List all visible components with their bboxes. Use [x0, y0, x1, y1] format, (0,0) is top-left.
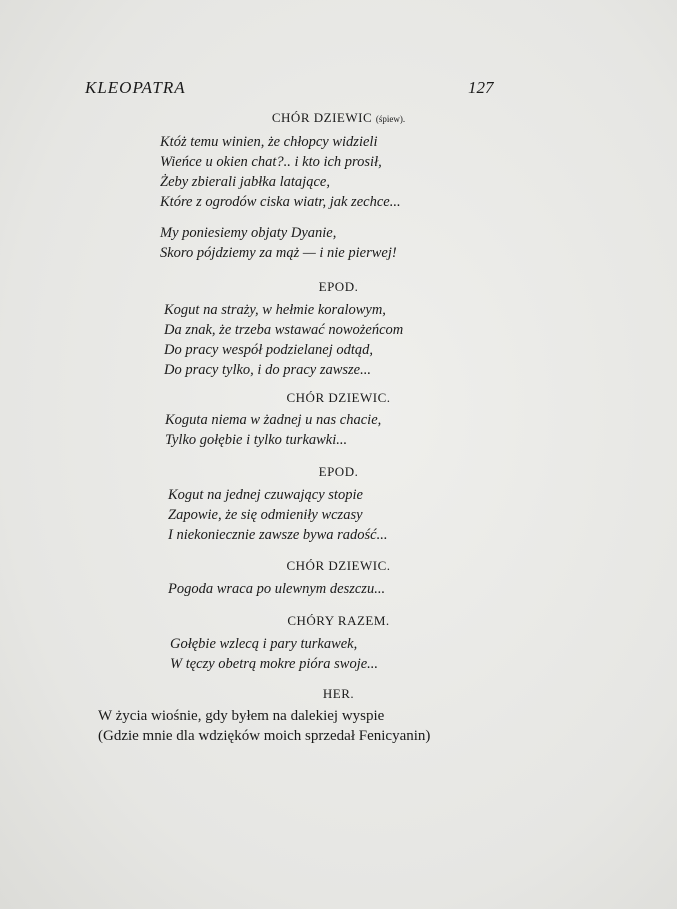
- verse-line: Da znak, że trzeba wstawać nowożeńcom: [164, 322, 404, 338]
- stanza: [160, 132, 401, 212]
- section-heading: CHÓR DZIEWIC.: [286, 390, 391, 405]
- prose-line: W życia wiośnie, gdy byłem na dalekiej wyspie: [98, 708, 385, 724]
- section-heading: EPOD.: [318, 464, 359, 479]
- bleed-through-texture: [395, 100, 655, 750]
- verse-line: Tylko gołębie i tylko turkawki...: [165, 432, 348, 448]
- verse-line: Wieńce u okien chat?.. i kto ich prosił,: [160, 154, 382, 170]
- verse-line: Kogut na jednej czuwający stopie: [168, 487, 363, 503]
- verse-line: Któż temu winien, że chłopcy widzieli: [160, 134, 378, 150]
- section-heading: CHÓR DZIEWIC.: [286, 558, 391, 573]
- heading-note: (śpiew).: [375, 114, 406, 124]
- verse-line: Do pracy wespół podzielanej odtąd,: [164, 342, 374, 358]
- verse-line: Pogoda wraca po ulewnym deszczu...: [168, 581, 386, 597]
- page-number: 127: [468, 78, 494, 97]
- verse-line: My poniesiemy objaty Dyanie,: [160, 225, 337, 241]
- stanza: [164, 300, 403, 380]
- verse-line: W tęczy obetrą mokre pióra swoje...: [170, 656, 379, 672]
- prose-paragraph: [98, 706, 430, 746]
- running-title: KLEOPATRA: [85, 78, 186, 97]
- stanza: [165, 410, 381, 450]
- section-heading: CHÓRY RAZEM.: [287, 613, 390, 628]
- verse-line: Żeby zbierali jabłka latające,: [160, 174, 330, 190]
- verse-line: Kogut na straży, w hełmie koralowym,: [164, 302, 386, 318]
- section-heading: EPOD.: [318, 279, 359, 294]
- stanza: [170, 634, 378, 674]
- verse-line: I niekoniecznie zawsze bywa radość...: [168, 527, 388, 543]
- verse-line: Skoro pójdziemy za mąż — i nie pierwej!: [160, 245, 397, 261]
- verse-line: Do pracy tylko, i do pracy zawsze...: [164, 362, 371, 378]
- section-heading: [0, 110, 677, 126]
- verse-line: Które z ogrodów ciska wiatr, jak zechce...: [160, 194, 401, 210]
- verse-line: Gołębie wzlecą i pary turkawek,: [170, 636, 358, 652]
- verse-line: Zapowie, że się odmieniły wczasy: [168, 507, 363, 523]
- heading-text: CHÓR DZIEWIC: [271, 110, 373, 125]
- stanza: [168, 485, 387, 545]
- section-heading: HER.: [322, 686, 355, 701]
- stanza: [160, 223, 397, 263]
- stanza: [168, 579, 385, 599]
- verse-line: Koguta niema w żadnej u nas chacie,: [165, 412, 382, 428]
- prose-line: (Gdzie mnie dla wdzięków moich sprzedał Fenicyanin): [98, 728, 431, 744]
